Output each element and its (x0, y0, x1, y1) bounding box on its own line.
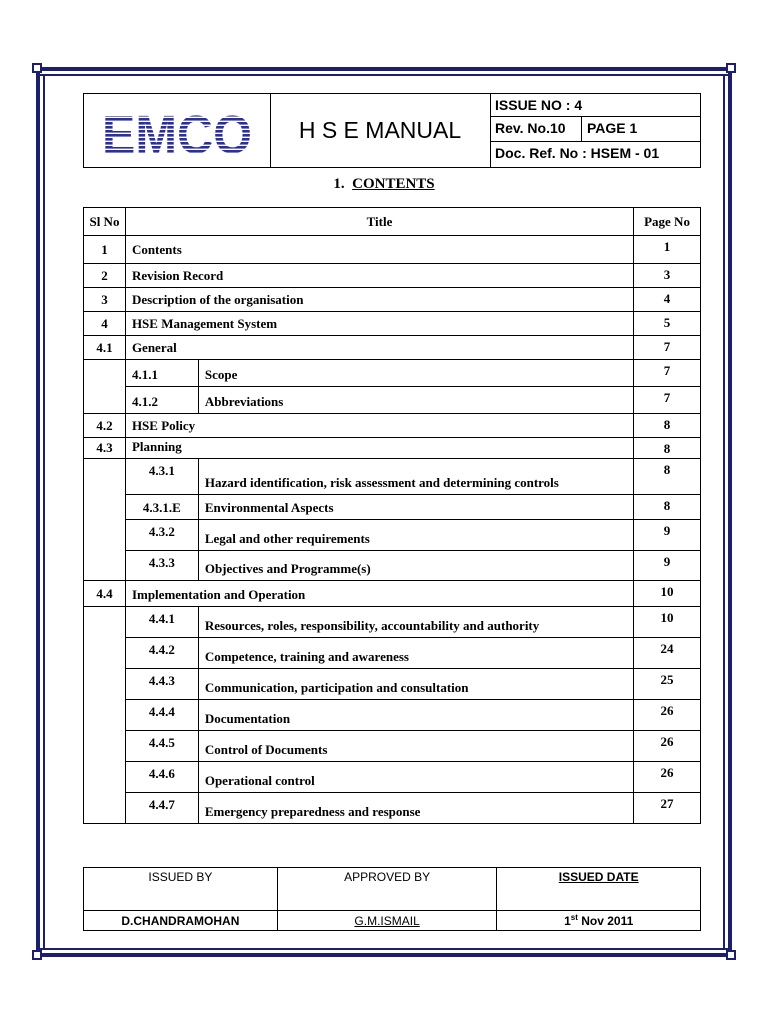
heading-text: CONTENTS (352, 176, 435, 192)
table-row (84, 793, 701, 824)
row-page: 7 (634, 336, 701, 360)
row-page: 7 (634, 360, 701, 387)
row-title: Emergency preparedness and response (198, 793, 633, 824)
row-subnumber: 4.4.7 (125, 793, 198, 824)
row-title: Implementation and Operation (125, 581, 633, 607)
row-subnumber: 4.3.3 (125, 551, 198, 581)
row-subnumber: 4.4.3 (125, 669, 198, 700)
frame-left-border (36, 67, 40, 957)
issued-by-label: ISSUED BY (84, 868, 278, 911)
issued-date-suffix: st (570, 913, 578, 922)
contents-table (83, 207, 701, 824)
approved-by-label: APPROVED BY (277, 868, 497, 911)
row-title: Revision Record (125, 264, 633, 288)
row-slno: 4 (84, 312, 126, 336)
row-slno: 4.4 (84, 581, 126, 607)
approval-footer (83, 867, 701, 931)
table-row (84, 581, 701, 607)
row-page: 26 (634, 731, 701, 762)
row-page: 27 (634, 793, 701, 824)
frame-corner (726, 950, 736, 960)
row-subnumber: 4.4.1 (125, 607, 198, 638)
row-page: 10 (634, 581, 701, 607)
column-header-title: Title (125, 208, 633, 236)
row-page: 25 (634, 669, 701, 700)
row-title: Abbreviations (198, 387, 633, 414)
row-title: Contents (125, 236, 633, 264)
row-title: Scope (198, 360, 633, 387)
row-subnumber: 4.1.2 (125, 387, 198, 414)
row-title: Legal and other requirements (198, 520, 633, 551)
frame-top-border (36, 67, 732, 71)
row-subnumber: 4.4.4 (125, 700, 198, 731)
issued-date-label-text: ISSUED DATE (558, 870, 639, 884)
table-row (84, 731, 701, 762)
heading-number: 1. (333, 176, 345, 192)
row-title: General (125, 336, 633, 360)
row-subnumber: 4.3.1 (125, 459, 198, 495)
frame-corner (32, 63, 42, 73)
frame-top-inner-border (36, 74, 732, 76)
row-page: 26 (634, 762, 701, 793)
row-slno-empty (84, 360, 126, 414)
approved-by-name (277, 911, 497, 931)
row-subnumber: 4.1.1 (125, 360, 198, 387)
row-title: Communication, participation and consultation (198, 669, 633, 700)
manual-title: H S E MANUAL (298, 117, 462, 143)
row-slno: 4.2 (84, 414, 126, 438)
table-row (84, 288, 701, 312)
document-header (83, 93, 701, 168)
row-title: HSE Management System (125, 312, 633, 336)
frame-corner (32, 950, 42, 960)
table-row (84, 360, 701, 387)
row-title: Environmental Aspects (198, 495, 633, 520)
row-slno: 4.1 (84, 336, 126, 360)
frame-right-inner-border (723, 74, 725, 950)
manual-title-cell (270, 94, 491, 167)
table-row (84, 387, 701, 414)
row-slno-empty (84, 459, 126, 581)
row-title: Resources, roles, responsibility, accountability and authority (198, 607, 633, 638)
issue-number: ISSUE NO : 4 (495, 97, 583, 113)
table-row (84, 236, 701, 264)
table-row (84, 607, 701, 638)
row-title: Documentation (198, 700, 633, 731)
row-page: 10 (634, 607, 701, 638)
frame-bottom-border (36, 953, 732, 957)
column-header-slno: Sl No (84, 208, 126, 236)
table-row (84, 438, 701, 459)
table-row (84, 312, 701, 336)
document-meta (490, 94, 700, 167)
approved-by-name-text: G.M.ISMAIL (354, 913, 420, 928)
row-title: Control of Documents (198, 731, 633, 762)
row-page: 8 (634, 438, 701, 459)
table-row (84, 520, 701, 551)
table-row (84, 459, 701, 495)
row-slno: 2 (84, 264, 126, 288)
frame-corner (726, 63, 736, 73)
column-header-page: Page No (634, 208, 701, 236)
row-title: HSE Policy (125, 414, 633, 438)
issued-date (497, 911, 701, 931)
issued-by-name: D.CHANDRAMOHAN (84, 911, 278, 931)
row-title: Operational control (198, 762, 633, 793)
row-page: 26 (634, 700, 701, 731)
emco-logo (84, 94, 270, 167)
frame-bottom-inner-border (36, 948, 732, 950)
logo-cell (84, 94, 271, 167)
row-page: 1 (634, 236, 701, 264)
row-title: Objectives and Programme(s) (198, 551, 633, 581)
issued-date-rest: Nov 2011 (577, 914, 634, 928)
page-number: PAGE 1 (587, 120, 638, 136)
table-row (84, 700, 701, 731)
row-title: Hazard identification, risk assessment and determining controls (198, 459, 633, 495)
table-row (84, 638, 701, 669)
contents-heading (0, 176, 768, 193)
row-subnumber: 4.4.2 (125, 638, 198, 669)
row-slno: 4.3 (84, 438, 126, 459)
frame-right-border (728, 67, 732, 957)
row-page: 8 (634, 414, 701, 438)
row-page: 4 (634, 288, 701, 312)
row-page: 3 (634, 264, 701, 288)
issued-date-day: 1 (564, 914, 571, 928)
row-page: 7 (634, 387, 701, 414)
table-row (84, 336, 701, 360)
table-row (84, 414, 701, 438)
table-row (84, 551, 701, 581)
table-header-row (84, 208, 701, 236)
row-slno: 3 (84, 288, 126, 312)
table-row (84, 495, 701, 520)
row-title: Planning (125, 438, 633, 459)
row-page: 8 (634, 495, 701, 520)
row-page: 8 (634, 459, 701, 495)
row-page: 9 (634, 520, 701, 551)
row-subnumber: 4.3.1.E (125, 495, 198, 520)
document-reference: Doc. Ref. No : HSEM - 01 (495, 145, 660, 161)
row-subnumber: 4.4.5 (125, 731, 198, 762)
row-slno: 1 (84, 236, 126, 264)
row-subnumber: 4.4.6 (125, 762, 198, 793)
table-row (84, 762, 701, 793)
issued-date-label (497, 868, 701, 911)
row-page: 24 (634, 638, 701, 669)
frame-left-inner-border (43, 74, 45, 950)
row-slno-empty (84, 607, 126, 824)
table-row (84, 669, 701, 700)
row-title: Competence, training and awareness (198, 638, 633, 669)
row-page: 5 (634, 312, 701, 336)
row-title: Description of the organisation (125, 288, 633, 312)
row-page: 9 (634, 551, 701, 581)
row-subnumber: 4.3.2 (125, 520, 198, 551)
table-row (84, 264, 701, 288)
revision-number: Rev. No.10 (495, 120, 566, 136)
